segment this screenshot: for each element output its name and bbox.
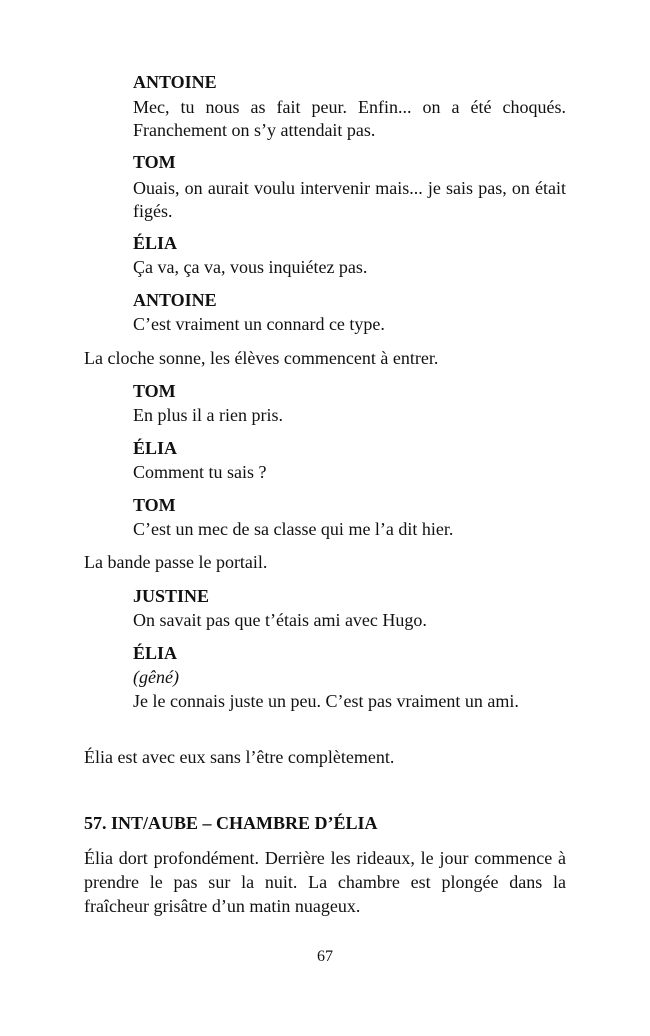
scene-heading: 57. INT/AUBE – CHAMBRE D’ÉLIA [84, 813, 378, 833]
speaker-justine: JUSTINE [133, 586, 210, 606]
dialogue: Ouais, on aurait voulu intervenir mais... je sais pas, on était figés. [133, 178, 566, 221]
dialogue: En plus il a rien pris. [133, 405, 283, 425]
action-paragraph: Élia dort profondément. Derrière les rideaux, le jour commence à prendre le pas sur la nuit. La chambre est plongée dans la fraîcheur grisâtre d’un matin nuageux. [84, 848, 566, 916]
action-line: La cloche sonne, les élèves commencent à entrer. [84, 348, 439, 368]
speaker-tom: TOM [133, 495, 176, 515]
dialogue: Je le connais juste un peu. C’est pas vraiment un ami. [133, 691, 519, 711]
speaker-tom: TOM [133, 152, 176, 172]
speaker-elia: ÉLIA [133, 233, 178, 253]
speaker-elia: ÉLIA [133, 438, 178, 458]
dialogue: On savait pas que t’étais ami avec Hugo. [133, 610, 427, 630]
action-line: La bande passe le portail. [84, 552, 268, 572]
speaker-antoine: ANTOINE [133, 290, 217, 310]
dialogue: Mec, tu nous as fait peur. Enfin... on a été choqués. Franchement on s’y attendait pas. [133, 97, 566, 140]
dialogue: Ça va, ça va, vous inquiétez pas. [133, 257, 368, 277]
dialogue: Comment tu sais ? [133, 462, 267, 482]
parenthetical: (gêné) [133, 667, 179, 687]
dialogue: C’est vraiment un connard ce type. [133, 314, 385, 334]
speaker-tom: TOM [133, 381, 176, 401]
speaker-elia: ÉLIA [133, 643, 178, 663]
page-number: 67 [317, 948, 333, 965]
action-line: Élia est avec eux sans l’être complètement. [84, 747, 395, 767]
dialogue: C’est un mec de sa classe qui me l’a dit hier. [133, 519, 454, 539]
speaker-antoine: ANTOINE [133, 72, 217, 92]
